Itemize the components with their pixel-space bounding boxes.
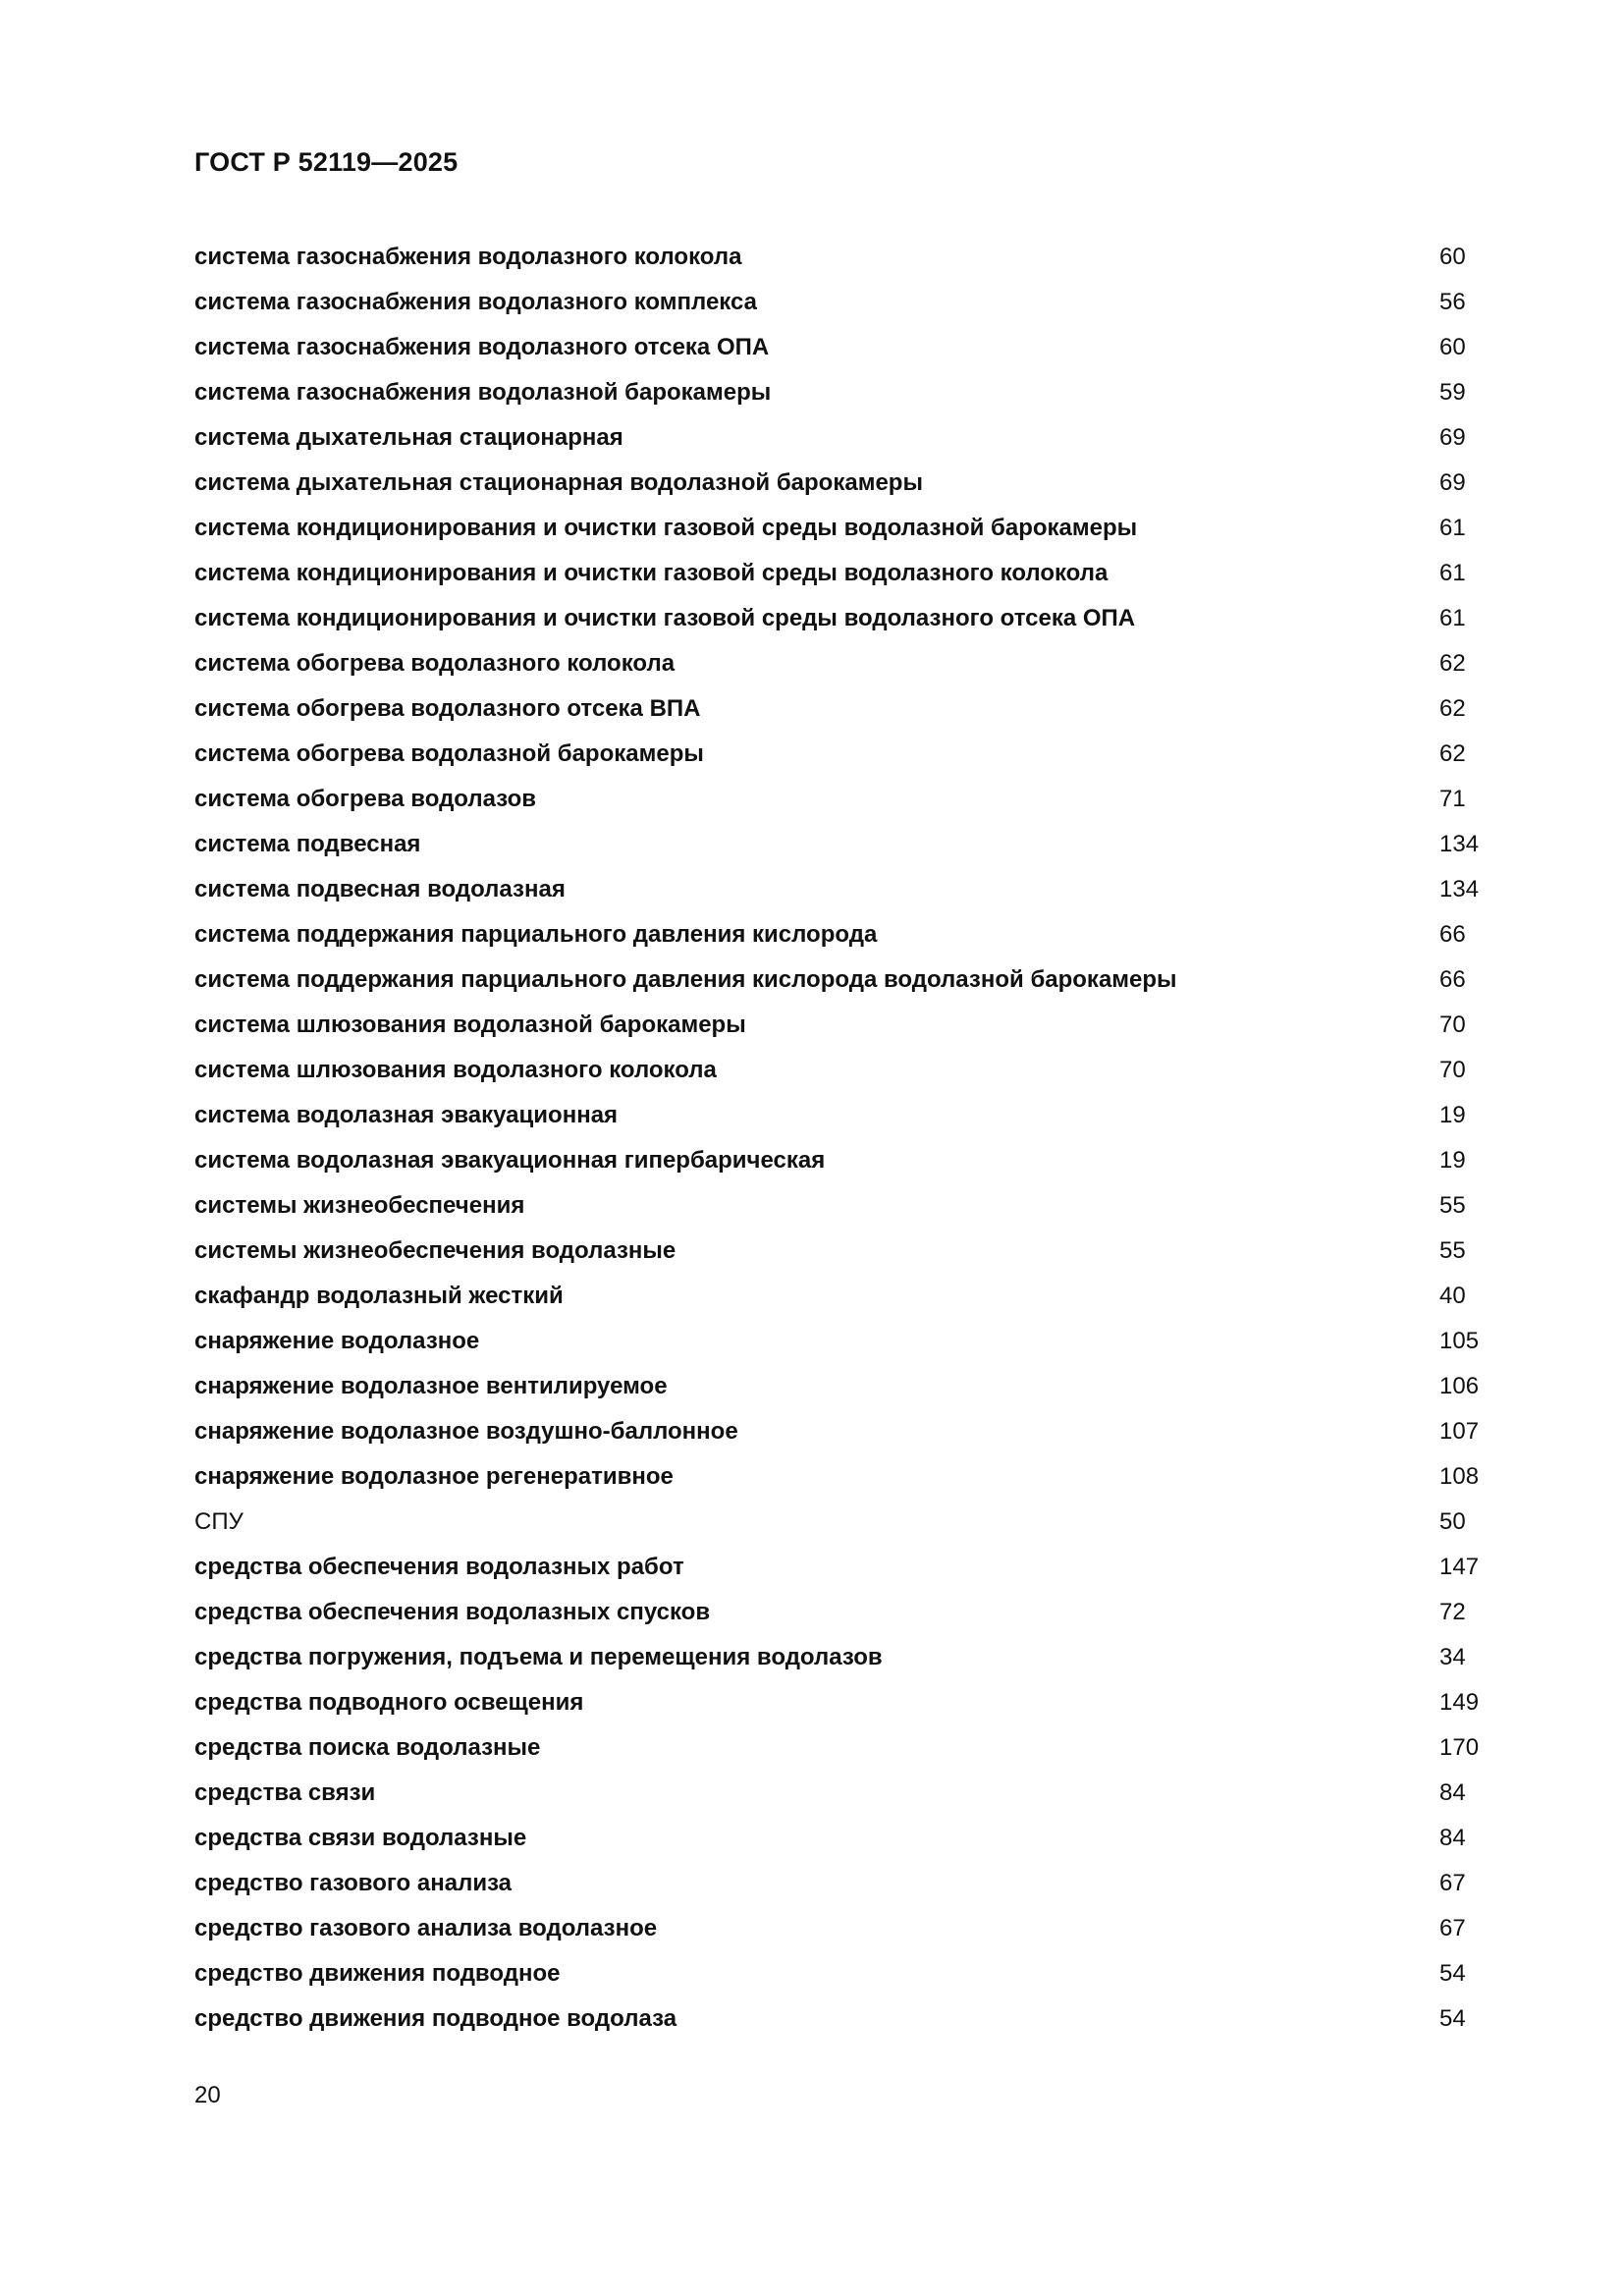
index-term: СПУ xyxy=(194,1508,243,1535)
index-term: система шлюзования водолазного колокола xyxy=(194,1057,717,1083)
index-page-ref: 67 xyxy=(1439,1870,1466,1896)
index-term: система обогрева водолазной барокамеры xyxy=(194,740,704,767)
index-page-ref: 69 xyxy=(1439,469,1466,496)
index-page-ref: 59 xyxy=(1439,379,1466,406)
index-term: система кондиционирования и очистки газовой среды водолазного отсека ОПА xyxy=(194,605,1136,631)
index-entry xyxy=(194,1144,1500,1189)
index-term: средство движения подводное xyxy=(194,1960,561,1987)
index-term: средства поиска водолазные xyxy=(194,1734,541,1761)
index-entry xyxy=(194,918,1500,963)
index-page-ref: 134 xyxy=(1439,876,1480,902)
index-term: система подвесная xyxy=(194,831,421,857)
index-page-ref: 50 xyxy=(1439,1508,1466,1535)
index-entry xyxy=(194,2002,1500,2048)
index-page-ref: 55 xyxy=(1439,1192,1466,1219)
index-page-ref: 106 xyxy=(1439,1373,1480,1399)
index-term: система поддержания парциального давления кислорода водолазной барокамеры xyxy=(194,966,1177,993)
index-page-ref: 61 xyxy=(1439,515,1466,541)
index-entry xyxy=(194,1099,1500,1144)
index-entry xyxy=(194,1867,1500,1912)
index-term: средства связи xyxy=(194,1779,376,1806)
index-entry xyxy=(194,692,1500,738)
index-page-ref: 170 xyxy=(1439,1734,1480,1761)
index-entry xyxy=(194,1325,1500,1370)
index-term: средство газового анализа водолазное xyxy=(194,1915,658,1941)
index-entry xyxy=(194,1777,1500,1822)
index-entry xyxy=(194,783,1500,828)
index-page-ref: 55 xyxy=(1439,1237,1466,1264)
index-page-ref: 71 xyxy=(1439,786,1466,812)
index-entry xyxy=(194,466,1500,512)
index-page-ref: 62 xyxy=(1439,740,1466,767)
index-term: системы жизнеобеспечения xyxy=(194,1192,525,1219)
index-term: средства связи водолазные xyxy=(194,1825,527,1851)
index-page-ref: 62 xyxy=(1439,650,1466,677)
index-term: системы жизнеобеспечения водолазные xyxy=(194,1237,676,1264)
index-term: система кондиционирования и очистки газовой среды водолазного колокола xyxy=(194,560,1109,586)
index-page-ref: 34 xyxy=(1439,1644,1466,1670)
index-entry xyxy=(194,1370,1500,1415)
index-page-ref: 54 xyxy=(1439,2005,1466,2032)
index-page-ref: 84 xyxy=(1439,1825,1466,1851)
index-term: снаряжение водолазное воздушно-баллонное xyxy=(194,1418,738,1445)
index-entry xyxy=(194,1551,1500,1596)
index-entry xyxy=(194,1415,1500,1460)
index-page-ref: 56 xyxy=(1439,289,1466,315)
page-number: 20 xyxy=(194,2082,221,2108)
index-page-ref: 134 xyxy=(1439,831,1480,857)
index-page-ref: 149 xyxy=(1439,1689,1480,1716)
index-entry xyxy=(194,241,1500,286)
index-entry xyxy=(194,376,1500,421)
index-page-ref: 107 xyxy=(1439,1418,1480,1445)
index-page-ref: 69 xyxy=(1439,424,1466,451)
index-term: система обогрева водолазного отсека ВПА xyxy=(194,695,701,722)
index-term: система поддержания парциального давления кислорода xyxy=(194,921,878,948)
index-entry xyxy=(194,963,1500,1009)
index-term: система газоснабжения водолазного комплекса xyxy=(194,289,757,315)
index-entry xyxy=(194,1731,1500,1777)
index-entry xyxy=(194,602,1500,647)
index-entry xyxy=(194,1505,1500,1551)
index-term: система кондиционирования и очистки газовой среды водолазной барокамеры xyxy=(194,515,1138,541)
index-entry xyxy=(194,1957,1500,2002)
index-term: средства обеспечения водолазных спусков xyxy=(194,1599,711,1625)
index-term: система дыхательная стационарная xyxy=(194,424,623,451)
index-entry xyxy=(194,1686,1500,1731)
index-entry xyxy=(194,1596,1500,1641)
index-page-ref: 147 xyxy=(1439,1554,1480,1580)
index-term: снаряжение водолазное регенеративное xyxy=(194,1463,674,1490)
index-term: средства обеспечения водолазных работ xyxy=(194,1554,684,1580)
index-page-ref: 108 xyxy=(1439,1463,1480,1490)
index-page-ref: 67 xyxy=(1439,1915,1466,1941)
index-term: средство движения подводное водолаза xyxy=(194,2005,677,2032)
index-page-ref: 40 xyxy=(1439,1283,1466,1309)
index-term: система водолазная эвакуационная xyxy=(194,1102,619,1128)
index-page-ref: 61 xyxy=(1439,560,1466,586)
index-term: система газоснабжения водолазного колокола xyxy=(194,244,742,270)
index-entry xyxy=(194,1009,1500,1054)
index-entry xyxy=(194,331,1500,376)
index-entry xyxy=(194,1189,1500,1234)
index-term: средства погружения, подъема и перемещения водолазов xyxy=(194,1644,883,1670)
index-term: система обогрева водолазов xyxy=(194,786,536,812)
index-page-ref: 19 xyxy=(1439,1147,1466,1174)
index-term: система газоснабжения водолазного отсека ОПА xyxy=(194,334,770,360)
index-term: система шлюзования водолазной барокамеры xyxy=(194,1011,746,1038)
document-header: ГОСТ Р 52119—2025 xyxy=(194,147,459,177)
index-term: скафандр водолазный жесткий xyxy=(194,1283,564,1309)
index-page-ref: 61 xyxy=(1439,605,1466,631)
index-page-ref: 62 xyxy=(1439,695,1466,722)
index-entry xyxy=(194,1912,1500,1957)
index-page-ref: 66 xyxy=(1439,921,1466,948)
index-page-ref: 72 xyxy=(1439,1599,1466,1625)
index-entry xyxy=(194,738,1500,783)
index-term: система подвесная водолазная xyxy=(194,876,566,902)
index-term: средство газового анализа xyxy=(194,1870,513,1896)
index-page-ref: 84 xyxy=(1439,1779,1466,1806)
index-term: система водолазная эвакуационная гипербарическая xyxy=(194,1147,826,1174)
index-term: система обогрева водолазного колокола xyxy=(194,650,676,677)
index-page-ref: 60 xyxy=(1439,334,1466,360)
index-term: система газоснабжения водолазной барокамеры xyxy=(194,379,772,406)
index-term: снаряжение водолазное xyxy=(194,1328,480,1354)
index-page-ref: 105 xyxy=(1439,1328,1480,1354)
index-entry xyxy=(194,1280,1500,1325)
index-entry xyxy=(194,647,1500,692)
index-entry xyxy=(194,1460,1500,1505)
index-entry xyxy=(194,1054,1500,1099)
index-entry xyxy=(194,1234,1500,1280)
index-entry xyxy=(194,873,1500,918)
index-term: снаряжение водолазное вентилируемое xyxy=(194,1373,668,1399)
index-entry xyxy=(194,1641,1500,1686)
index-term: средства подводного освещения xyxy=(194,1689,584,1716)
index-entry xyxy=(194,828,1500,873)
index-page-ref: 70 xyxy=(1439,1011,1466,1038)
index-entry xyxy=(194,512,1500,557)
index-page-ref: 54 xyxy=(1439,1960,1466,1987)
index-entry xyxy=(194,557,1500,602)
alphabetical-index-list xyxy=(194,241,1500,2048)
index-entry xyxy=(194,1822,1500,1867)
index-page-ref: 19 xyxy=(1439,1102,1466,1128)
index-page-ref: 60 xyxy=(1439,244,1466,270)
index-entry xyxy=(194,421,1500,466)
index-term: система дыхательная стационарная водолазной барокамеры xyxy=(194,469,923,496)
index-page-ref: 70 xyxy=(1439,1057,1466,1083)
index-entry xyxy=(194,286,1500,331)
index-page-ref: 66 xyxy=(1439,966,1466,993)
